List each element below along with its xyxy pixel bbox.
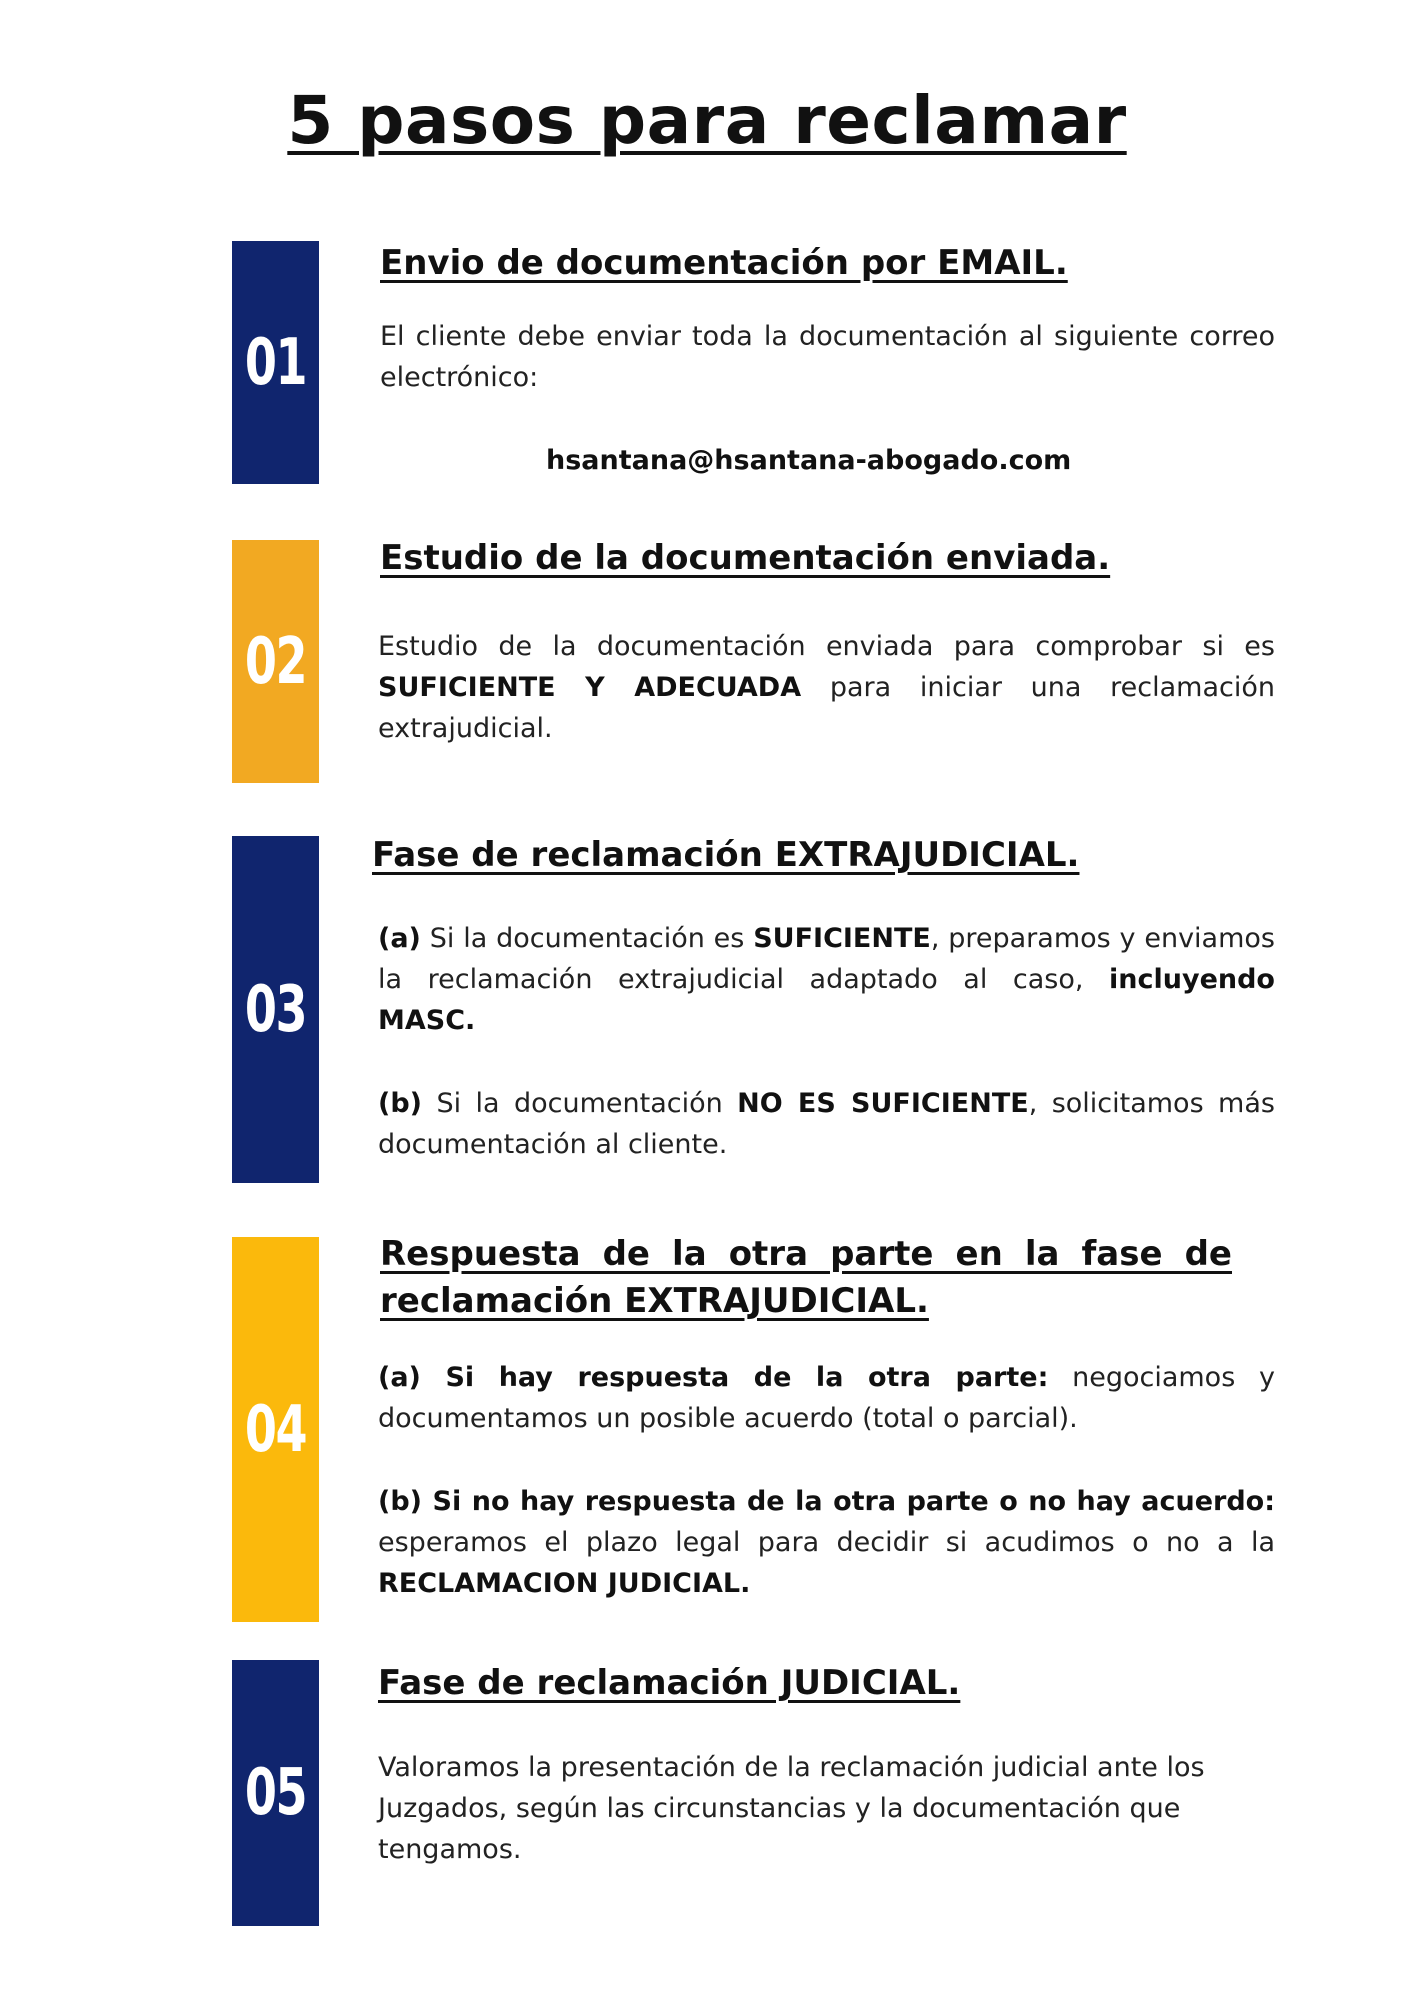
step-number: 01 <box>244 325 307 400</box>
step-heading: Fase de reclamación EXTRAJUDICIAL. <box>372 835 1080 875</box>
step-option-a: (a) Si la documentación es SUFICIENTE, preparamos y enviamos la reclamación extrajudicial adaptado al caso, incluyendo MASC. <box>378 923 1275 1036</box>
step-number: 02 <box>244 624 307 699</box>
step-description: Estudio de la documentación enviada para comprobar si es SUFICIENTE Y ADECUADA para iniciar una reclamación extrajudicial. <box>378 631 1275 744</box>
step-heading: Fase de reclamación JUDICIAL. <box>378 1663 961 1703</box>
contact-email: hsantana@hsantana-abogado.com <box>546 445 1072 476</box>
step-description: Valoramos la presentación de la reclamación judicial ante los Juzgados, según las circunstancias y la documentación que tengamos. <box>378 1752 1205 1865</box>
step-option-b: (b) Si no hay respuesta de la otra parte o no hay acuerdo: esperamos el plazo legal para decidir si acudimos o no a la RECLAMACION JUDICIAL. <box>378 1486 1275 1599</box>
step-option-a: (a) Si hay respuesta de la otra parte: negociamos y documentamos un posible acuerdo (total o parcial). <box>378 1362 1275 1434</box>
step-heading: Respuesta de la otra parte en la fase de reclamación EXTRAJUDICIAL. <box>380 1234 1232 1321</box>
step-number-badge-01 <box>232 241 319 484</box>
step-number-badge-04 <box>232 1237 319 1622</box>
page-title: 5 pasos para reclamar <box>287 82 1127 159</box>
step-number: 05 <box>244 1756 307 1830</box>
step-heading: Envio de documentación por EMAIL. <box>380 243 1068 283</box>
step-description: El cliente debe enviar toda la documentación al siguiente correo electrónico: <box>380 321 1275 393</box>
step-number: 04 <box>244 1392 307 1467</box>
step-heading: Estudio de la documentación enviada. <box>380 538 1111 578</box>
step-number-badge-05 <box>232 1660 319 1926</box>
step-number: 03 <box>244 972 307 1047</box>
step-number-badge-02 <box>232 540 319 783</box>
step-number-badge-03 <box>232 836 319 1183</box>
step-option-b: (b) Si la documentación NO ES SUFICIENTE, solicitamos más documentación al cliente. <box>378 1088 1275 1160</box>
